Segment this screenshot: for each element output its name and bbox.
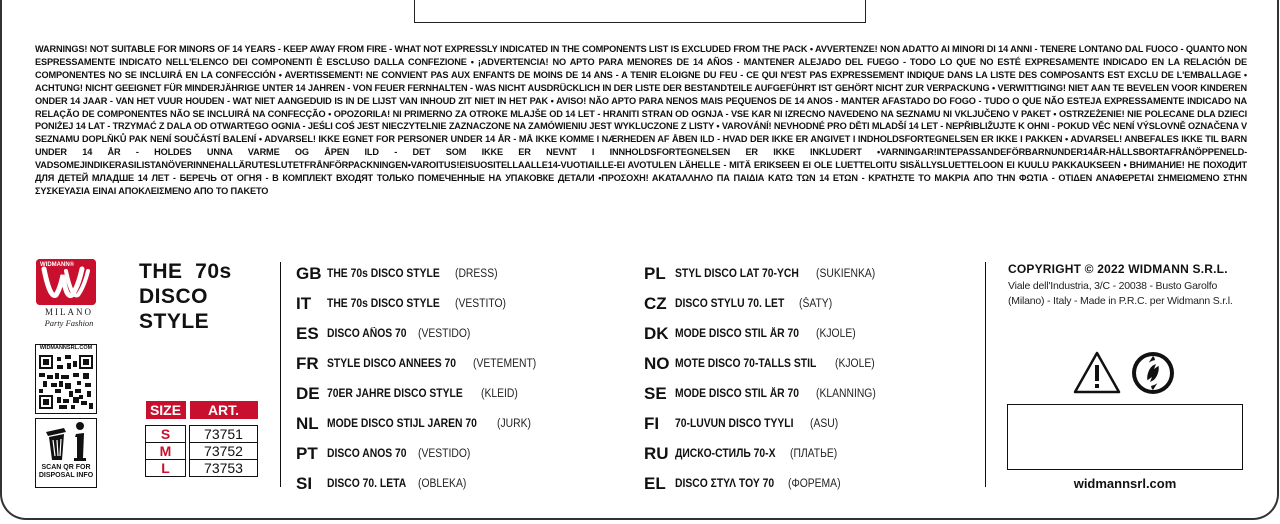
- language-name: DISCO ΣΤΥΛ ΤΟΥ 70: [675, 478, 775, 490]
- language-desc: (SUKIENKA): [815, 268, 875, 280]
- size-table: [145, 401, 258, 477]
- language-code: DK: [644, 324, 669, 343]
- language-code: FR: [296, 354, 319, 373]
- language-desc: (DRESS): [455, 268, 498, 280]
- language-desc: (KJOLE): [815, 328, 856, 340]
- language-desc: (VETEMENT): [473, 358, 537, 370]
- copyright-text: COPYRIGHT © 2022 WIDMANN S.R.L.: [1008, 262, 1228, 276]
- disposal-text-line1: SCAN QR FOR: [41, 464, 91, 471]
- column-divider: [280, 262, 281, 487]
- language-desc: (OBLEKA): [417, 478, 467, 490]
- company-address: Viale dell'Industria, 3/C - 20038 - Busto Garolfo (Milano) - Italy - Made in P.R.C. per Widmann S.r.l.: [1008, 280, 1233, 307]
- language-row: [296, 379, 544, 409]
- language-row: [296, 259, 544, 289]
- language-name: MODE DISCO STIL ÅR 70: [675, 328, 800, 340]
- language-desc: (JURK): [496, 418, 531, 430]
- language-name: ДИСКО-СТИЛЬ 70-Х: [675, 448, 776, 460]
- language-name: 70-LUVUN DISCO TYYLI: [675, 418, 794, 430]
- product-title-line1: THE 70s: [139, 260, 232, 283]
- language-row: [296, 289, 544, 319]
- language-code: RU: [644, 444, 669, 463]
- language-code: NO: [644, 354, 670, 373]
- language-code: NL: [296, 414, 319, 433]
- language-row: [644, 439, 882, 469]
- language-row: [296, 349, 544, 379]
- language-row: [296, 469, 544, 499]
- language-list-right: [644, 259, 882, 499]
- language-code: IT: [296, 294, 312, 313]
- blank-label-box: [1007, 404, 1243, 470]
- language-name: THE 70s DISCO STYLE: [327, 268, 440, 280]
- product-title: [139, 259, 259, 334]
- language-desc: (ПЛАТЬЕ): [789, 448, 837, 460]
- logo-tagline: Party Fashion: [44, 318, 94, 328]
- language-code: EL: [644, 474, 666, 493]
- language-list-left: [296, 259, 544, 499]
- size-cell: S: [146, 426, 186, 443]
- language-desc: (ŠATY): [799, 298, 833, 310]
- language-code: CZ: [644, 294, 667, 313]
- qr-label: WIDMANNSRL.COM: [39, 345, 93, 351]
- language-row: [644, 289, 882, 319]
- language-name: 70ER JAHRE DISCO STYLE: [327, 388, 463, 400]
- language-desc: (ΦΟΡΕΜΑ): [788, 478, 841, 490]
- logo-brand-text: WIDMANN®: [40, 262, 75, 268]
- art-cell: 73753: [190, 460, 258, 477]
- language-name: DISCO STYLU 70. LET: [675, 298, 785, 310]
- product-title-line3: STYLE: [139, 310, 210, 333]
- language-row: [644, 469, 882, 499]
- size-header: SIZE: [146, 401, 186, 419]
- language-row: [644, 379, 882, 409]
- language-name: MODE DISCO STIJL JAREN 70: [327, 418, 477, 430]
- website-link[interactable]: widmannsrl.com: [1073, 476, 1177, 491]
- language-row: [644, 319, 882, 349]
- language-code: ES: [296, 324, 319, 343]
- language-code: SI: [296, 474, 313, 493]
- language-desc: (VESTIDO): [418, 328, 471, 340]
- language-name: MOTE DISCO 70-TALLS STIL: [675, 358, 817, 370]
- qr-code-icon: [39, 355, 93, 414]
- language-row: [296, 409, 544, 439]
- language-desc: (VESTITO): [455, 298, 507, 310]
- product-title-line2: DISCO: [139, 285, 209, 308]
- language-code: GB: [296, 264, 322, 283]
- language-name: DISCO ANOS 70: [327, 448, 407, 460]
- safety-warnings-text: WARNINGS! NOT SUITABLE FOR MINORS OF 14 YEARS - KEEP AWAY FROM FIRE - WHAT NOT EXPRESSLY INDICATED IN THE COMPONENTS LIST IS EXCLUDED FROM THE PACK • AVVERTENZE! NON ADATTO AI MINORI DI 14 ANNI - TENERE LONTANO DAL FUOCO - QUANTO NON ESPRESSAMENTE INDICATO NELL'ELENCO DEI COMPONENTI È ESCLUSO DALLA CONFEZIONE • ¡ADVERTENCIA! NO APTO PARA MENORES DE 14 AÑOS - MANTENER ALEJADO DEL FUEGO - TODO LO QUE NO ESTÉ EXPRESAMENTE INDICADO EN LA RELACIÓN DE COMPONENTES NO SE INCLUIRÁ EN LA CONFECCIÓN • AVERTISSEMENT! NE CONVIENT PAS AUX ENFANTS DE MOINS DE 14 ANS - A TENIR ELOIGNE DU FEU - CE QUI N'EST PAS EXPRESSEMENT INDIQUE DANS LA LISTE DES COMPOSANTS EST EXCLU DE L'EMBALLAGE • ACHTUNG! NICHT GEEIGNET FÜR MINDERJÄHRIGE UNTER 14 JAHREN - VON FEUER FERNHALTEN - WAS NICHT AUSDRÜCKLICH IN DER LISTE DER BESTANDTEILE AUFGEFÜHRT IST GEHÖRT NICHT ZUR VERPACKUNG • VERWITTIGING! NIET AAN TE BEVELEN VOOR KINDEREN ONDER 14 JAAR - VAN HET VUUR HOUDEN - WAT NIET AANGEDUID IS IN DE LIJST VAN INHOUD ZIT NIET IN HET PAK • AVISO! NÃO APTO PARA NENOS MAIS PEQUENOS DE 14 ANOS - MANTER AFASTADO DO FOGO - TUDO O QUE NÃO ESTEJA EXPRESSAMENTE INDICADO NA RELAÇÃO DE COMPONENTES NÃO SE INCLUIRÁ NA CONFECÇÃO • OPOZORILA! NI PRIMERNO ZA OTROKE MLAJŠE OD 14 LET - HRANITI STRAN OD OGNJA - VSE KAR NI IZRECNO NAVEDENO NA SEZNAMU NI VKLJUČENO V PAKET • OSTRZEŻENIE! NIE POLECANE DLA DZIECI PONIŻEJ 14 LAT - TRZYMAĆ Z DALA OD OTWARTEGO OGNIA - JEŚLI COŚ JEST NIECZYTELNIE ZAZNACZONE NA ZAMÓWIENIU JEST WYKLUCZONE Z LISTY • VAROVÁNÍ! NEVHODNÉ PRO DĚTI MLADŠÍ 14 LET - NEPŘIBLIŽUJTE K OHNI - POKUD VĚC NENÍ VÝSLOVNĚ OZNAČENA V SEZNAMU DOPLŇKŮ PAK NENÍ SOUČÁSTÍ BALENÍ • ADVARSEL! IKKE EGNET FOR PERSONER UNDER 14 ÅR - MÅ IKKE KOMME I NÆRHEDEN AF ÅBEN ILD - HVAD DER IKKE ER ANGIVET I INDHOLDSFORTEGNELSEN ER IKKE I PAKKEN • ADVARSEL! ANBEFALES IKKE TIL BARN UNDER 14 ÅR - HOLDES UNNA VARME OG ÅPEN ILD - DET SOM IKKE ER NEVNT I INNHOLDSFORTEGNELSEN ER IKKE INKLUDERT •VARNINGAR!INTEPASSANDEFÖRBARNUNDER14ÅR-HÅLLSBORTAFRÅNÖPPENELD-VADSOMEJINDIKERASILISTANÖVERINNEHALLÄRUTESLUTETFRÅNFÖRPACKNINGEN•VAROITUS!EISUOSITELLAALLE14-VUOTIAILLE-EI AVOTULEN LÄHELLE - MITÄ ERIKSEEN EI OLE LUETTELOITU SISÄLLYSLUETTELOON EI KUULU PAKKAUKSEEN • ВНИМАНИЕ! НЕ ПОХОДИТ ДЛЯ ДЕТЕЙ МЛАДШЕ 14 ЛЕТ - БЕРЕЧЬ ОТ ОГНЯ - В КОМПЛЕКТ ВХОДЯТ ТОЛЬКО ПОМЕЧЕННЫЕ НА УПАКОВКЕ ДЕТАЛИ •ΠΡΟΣΟΧΗ! ΑΚΑΤΑΛΛΗΛΟ ΠΑ ΠΑΙΔΙΑ ΚΑΤΩ ΤΩΝ 14 ΕΤΩΝ - ΚΡΑΤΗΣΤΕ ΤΟ ΜΑΚΡΙΑ ΑΠΟ ΤΗΝ ΦΩΤΙΑ - ΟΤΙΔΕΝ ΑΝΑΦΕΡΕΤΑΙ ΣΗΜΕΙΩΜΕΝΟ ΣΤΗΝ ΣΥΣΚΕΥΑΣΙΑ ΕΙΝΑΙ ΑΠΟΚΛΕΙΣΜΕΝΟ ΑΠΟ ΤΟ ΠΑΚΕΤΟ: [35, 44, 1247, 196]
- warning-triangle-icon: [1072, 350, 1122, 401]
- art-cell: 73752: [190, 443, 258, 460]
- green-dot-recycle-icon: [1130, 350, 1176, 401]
- language-name: STYL DISCO LAT 70-YCH: [675, 268, 799, 280]
- language-name: DISCO AÑOS 70: [327, 328, 407, 340]
- language-row: [644, 259, 882, 289]
- language-row: [644, 409, 882, 439]
- logo-city: MILANO: [45, 307, 93, 317]
- language-name: DISCO 70. LETA: [327, 478, 407, 490]
- language-name: THE 70s DISCO STYLE: [327, 298, 440, 310]
- size-cell: L: [146, 460, 186, 477]
- language-row: [296, 439, 544, 469]
- language-code: SE: [644, 384, 667, 403]
- language-desc: (KJOLE): [834, 358, 875, 370]
- art-cell: 73751: [190, 426, 258, 443]
- language-name: MODE DISCO STIL ÅR 70: [675, 388, 800, 400]
- size-cell: M: [146, 443, 186, 460]
- language-desc: (ASU): [809, 418, 838, 430]
- language-desc: (KLÄNNING): [815, 388, 876, 400]
- language-name: STYLE DISCO ANNEES 70: [327, 358, 457, 370]
- language-row: [296, 319, 544, 349]
- language-code: DE: [296, 384, 320, 403]
- disposal-info-text: [36, 464, 96, 480]
- column-divider: [985, 262, 986, 487]
- language-desc: (KLEID): [480, 388, 518, 400]
- language-code: PT: [296, 444, 318, 463]
- language-code: PL: [644, 264, 666, 283]
- recycle-bin-info-icon: [42, 420, 92, 467]
- language-desc: (VESTIDO): [418, 448, 471, 460]
- language-code: FI: [644, 414, 660, 433]
- disposal-text-line2: DISPOSAL INFO: [38, 472, 94, 479]
- language-row: [644, 349, 882, 379]
- art-header: ART.: [190, 401, 258, 419]
